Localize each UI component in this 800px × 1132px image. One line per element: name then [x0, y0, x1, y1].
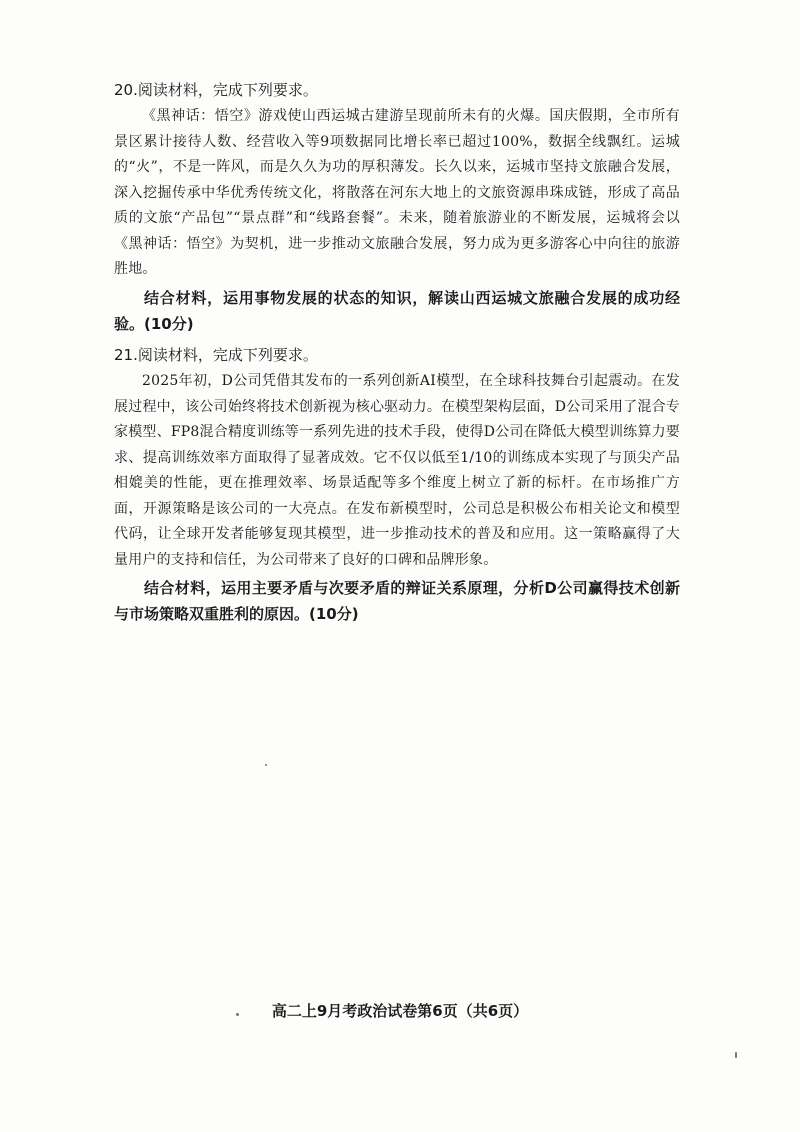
page-footer: 高二上9月考政治试卷第6页（共6页） [271, 1002, 529, 1020]
question-20-task: 结合材料，运用事物发展的状态的知识，解读山西运城文旅融合发展的成功经验。(10分) [114, 288, 680, 333]
question-21 [114, 343, 680, 627]
question-21-material: 2025年初，D公司凭借其发布的一系列创新AI模型，在全球科技舞台引起震动。在发展过程中，该公司始终将技术创新视为核心驱动力。在模型架构层面，D公司采用了混合专家模型、FP8混合精度训练等一系列先进的技术手段，使得D公司在降低大模型训练算力要求、提高训练效率方面取得了显著成效。它不仅以低至1/10的训练成本实现了与顶尖产品相媲美的性能，更在推理效率、场景适配等多个维度上树立了新的标杆。在市场推广方面，开源策略是该公司的一大亮点。在发布新模型时，公司总是积极公布相关论文和模型代码，让全球开发者能够复现其模型，进一步推动技术的普及和应用。这一策略赢得了大量用户的支持和信任，为公司带来了良好的口碑和品牌形象。 [114, 373, 680, 568]
question-20 [114, 78, 680, 337]
question-21-heading: 21.阅读材料，完成下列要求。 [114, 346, 318, 364]
scan-speck [236, 1013, 239, 1016]
scan-speck [265, 764, 267, 766]
question-20-heading: 20.阅读材料，完成下列要求。 [114, 81, 318, 99]
scan-speck [735, 1052, 737, 1058]
question-21-task: 结合材料，运用主要矛盾与次要矛盾的辩证关系原理，分析D公司赢得技术创新与市场策略双重胜利的原因。(10分) [114, 579, 680, 623]
question-20-material: 《黑神话：悟空》游戏使山西运城古建游呈现前所未有的火爆。国庆假期，全市所有景区累计接待人数、经营收入等9项数据同比增长率已超过100%，数据全线飘红。运城的“火”，不是一阵风，而是久久为功的厚积薄发。长久以来，运城市坚持文旅融合发展，深入挖掘传承中华优秀传统文化，将散落在河东大地上的文旅资源串珠成链，形成了高品质的文旅“产品包”“景点群”和“线路套餐”。未来，随着旅游业的不断发展，运城将会以《黑神话：悟空》为契机，进一步推动文旅融合发展，努力成为更多游客心中向往的旅游胜地。 [114, 108, 680, 277]
